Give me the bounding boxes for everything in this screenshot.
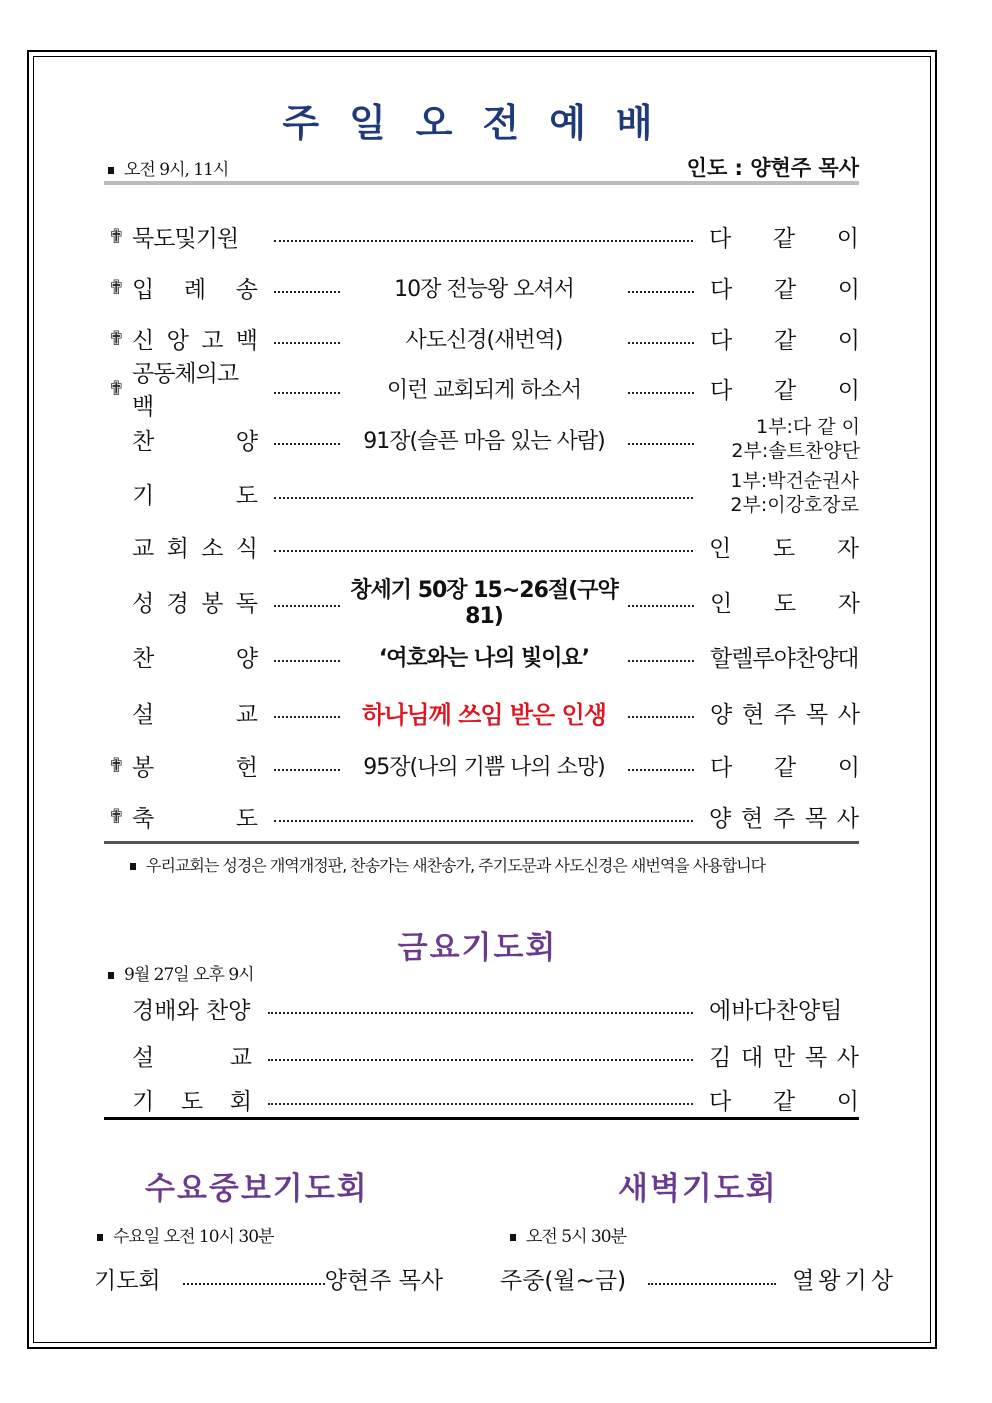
service-times-text: 오전 9시, 11시 xyxy=(124,160,229,180)
friday-person: 에바다찬양팀 xyxy=(709,997,843,1024)
wednesday-title: 수요중보기도회 xyxy=(145,1171,369,1207)
glyph: 사 xyxy=(836,805,859,832)
glyph: 같 xyxy=(772,1088,796,1115)
glyph: 다 xyxy=(710,327,733,354)
friday-datetime-text: 9월 27일 오후 9시 xyxy=(124,965,254,985)
order-label xyxy=(132,800,258,833)
glyph: 독 xyxy=(235,590,258,617)
glyph: 봉 xyxy=(201,590,224,617)
glyph: 다 xyxy=(710,754,733,781)
glyph: 교 xyxy=(132,535,155,562)
order-person xyxy=(709,530,859,563)
glyph: 회 xyxy=(166,535,189,562)
order-detail: 하나님께 쓰임 받은 인생 xyxy=(362,700,606,729)
glyph: 다 xyxy=(710,377,733,404)
dot-leader xyxy=(268,1103,693,1105)
order-person xyxy=(710,372,860,405)
order-person: 할렐루야찬양대 xyxy=(710,645,859,672)
glyph: 헌 xyxy=(235,754,258,781)
glyph: 백 xyxy=(235,327,258,354)
order-row xyxy=(108,694,859,730)
friday-label xyxy=(132,1039,252,1072)
glyph: 신 xyxy=(132,327,155,354)
glyph: 현 xyxy=(740,805,764,832)
cross-icon: ✟ xyxy=(108,275,125,299)
cross-icon: ✟ xyxy=(108,804,125,828)
glyph: 자 xyxy=(836,535,859,562)
wednesday-leader: 양현주 목사 xyxy=(324,1268,444,1294)
glyph: 이 xyxy=(837,276,860,303)
glyph: 기 xyxy=(132,1088,155,1115)
glyph: 도 xyxy=(773,590,797,617)
dot-leader xyxy=(648,1283,776,1285)
dot-leader xyxy=(628,392,694,394)
dot-leader xyxy=(628,605,694,607)
friday-row xyxy=(132,1081,859,1117)
glyph: 양 xyxy=(710,701,733,728)
bullet-icon xyxy=(97,1234,103,1241)
dot-leader xyxy=(274,660,340,662)
cross-icon: ✟ xyxy=(108,376,125,400)
dot-leader xyxy=(628,660,694,662)
dot-leader xyxy=(274,443,340,445)
dot-leader xyxy=(268,1059,693,1061)
dot-leader xyxy=(628,342,694,344)
dot-leader xyxy=(274,342,340,344)
order-person-line: 2부:이강호장로 xyxy=(730,494,859,516)
dawn-time xyxy=(510,1222,626,1247)
dot-leader xyxy=(274,497,693,499)
wednesday-time xyxy=(97,1222,273,1247)
order-label xyxy=(132,530,258,563)
glyph: 이 xyxy=(837,377,860,404)
glyph: 례 xyxy=(183,276,207,303)
bullet-icon xyxy=(510,1234,516,1241)
dot-leader xyxy=(268,1012,693,1014)
dot-leader xyxy=(274,240,693,242)
glyph: 회 xyxy=(229,1088,252,1115)
order-row xyxy=(108,578,860,629)
glyph: 다 xyxy=(709,1088,732,1115)
dot-leader xyxy=(628,769,694,771)
glyph: 성 xyxy=(132,590,155,617)
order-person-line: 1부:박건순권사 xyxy=(730,470,859,492)
order-row xyxy=(108,798,859,834)
order-label xyxy=(132,585,258,618)
glyph: 같 xyxy=(772,225,796,252)
glyph: 같 xyxy=(773,276,797,303)
dot-leader xyxy=(628,443,694,445)
order-detail: 이런 교회되게 하소서 xyxy=(386,377,582,403)
wednesday-row xyxy=(94,1262,443,1295)
order-detail: 91장(슬픈 마음 있는 사람) xyxy=(363,428,605,454)
glyph: 설 xyxy=(132,701,155,728)
order-detail: 창세기 50장 15~26절(구약 81) xyxy=(350,578,618,629)
dot-leader xyxy=(274,820,693,822)
dot-leader xyxy=(274,716,340,718)
glyph: 사 xyxy=(837,701,860,728)
glyph: 양 xyxy=(235,645,258,672)
order-person-line: 1부:다 같 이 xyxy=(756,416,860,438)
order-row xyxy=(108,361,860,420)
glyph: 다 xyxy=(709,225,732,252)
order-row xyxy=(108,269,859,305)
order-label xyxy=(132,696,258,729)
glyph: 입 xyxy=(132,276,155,303)
glyph: 인 xyxy=(709,535,732,562)
glyph: 인 xyxy=(710,590,733,617)
cross-icon: ✟ xyxy=(108,753,125,777)
order-row xyxy=(108,528,859,564)
glyph: 현 xyxy=(741,701,765,728)
dawn-book: 열왕기상 xyxy=(792,1268,897,1294)
glyph: 양 xyxy=(235,428,258,455)
glyph: 도 xyxy=(772,535,796,562)
glyph: 목 xyxy=(804,1044,828,1071)
dot-leader xyxy=(274,550,693,552)
wednesday-label: 기도회 xyxy=(94,1268,161,1294)
glyph: 설 xyxy=(132,1044,155,1071)
glyph: 목 xyxy=(804,805,828,832)
friday-person xyxy=(709,1039,859,1072)
friday-title: 금요기도회 xyxy=(397,930,558,966)
glyph: 같 xyxy=(773,377,797,404)
dot-leader xyxy=(628,716,694,718)
glyph: 앙 xyxy=(166,327,189,354)
order-person-line: 2부:솔트찬양단 xyxy=(731,440,860,462)
bullet-icon xyxy=(108,972,114,979)
glyph: 도 xyxy=(235,482,258,509)
order-label xyxy=(132,423,258,456)
glyph: 봉 xyxy=(132,754,155,781)
glyph: 주 xyxy=(772,805,796,832)
glyph: 주 xyxy=(773,701,797,728)
glyph: 같 xyxy=(773,327,797,354)
glyph: 김 xyxy=(709,1044,732,1071)
friday-row xyxy=(132,1037,859,1073)
glyph: 송 xyxy=(235,276,258,303)
order-person xyxy=(710,749,860,782)
order-label xyxy=(132,477,258,510)
glyph: 찬 xyxy=(132,428,155,455)
friday-datetime xyxy=(108,960,254,985)
dot-leader xyxy=(183,1283,325,1285)
friday-divider xyxy=(104,1117,859,1120)
glyph: 목 xyxy=(805,701,829,728)
friday-person xyxy=(709,1083,859,1116)
glyph: 만 xyxy=(772,1044,796,1071)
dot-leader xyxy=(274,291,340,293)
order-person xyxy=(710,271,860,304)
order-person xyxy=(709,800,859,833)
cross-icon: ✟ xyxy=(108,224,125,248)
order-divider xyxy=(104,841,859,844)
friday-label xyxy=(132,1083,252,1116)
dot-leader xyxy=(274,605,340,607)
glyph: 교 xyxy=(235,701,258,728)
bullet-icon xyxy=(130,863,136,870)
glyph: 사 xyxy=(836,1044,859,1071)
dot-leader xyxy=(628,291,694,293)
service-leader: 인도 : 양현주 목사 xyxy=(686,156,859,180)
glyph: 찬 xyxy=(132,645,155,672)
main-title: 주일오전예배 xyxy=(282,101,683,145)
order-row xyxy=(108,470,859,516)
usage-note-text: 우리교회는 성경은 개역개정판, 찬송가는 새찬송가, 주기도문과 사도신경은 새번역을 사용합니다 xyxy=(146,856,766,875)
order-person xyxy=(710,696,860,729)
glyph: 도 xyxy=(180,1088,204,1115)
order-label: 묵도및기원 xyxy=(132,225,239,252)
glyph: 이 xyxy=(836,1088,859,1115)
order-label xyxy=(132,749,258,782)
order-detail: ‘여호와는 나의 빛이요’ xyxy=(378,645,590,671)
dot-leader xyxy=(274,392,340,394)
service-times xyxy=(108,155,228,180)
glyph: 다 xyxy=(710,276,733,303)
wednesday-time-text: 수요일 오전 10시 30분 xyxy=(113,1227,274,1247)
cross-icon: ✟ xyxy=(108,326,125,350)
glyph: 이 xyxy=(837,754,860,781)
glyph: 교 xyxy=(229,1044,252,1071)
glyph: 식 xyxy=(235,535,258,562)
header-divider xyxy=(104,181,859,185)
glyph: 도 xyxy=(235,805,258,832)
glyph: 이 xyxy=(836,225,859,252)
order-detail: 10장 전능왕 오셔서 xyxy=(394,276,574,302)
glyph: 기 xyxy=(132,482,155,509)
order-detail: 사도신경(새번역) xyxy=(405,327,563,353)
order-person xyxy=(709,220,859,253)
glyph: 이 xyxy=(837,327,860,354)
dawn-title: 새벽기도회 xyxy=(618,1171,778,1207)
dawn-label: 주중(월~금) xyxy=(500,1268,627,1294)
bullet-icon xyxy=(108,167,114,174)
glyph: 양 xyxy=(709,805,732,832)
friday-label: 경배와 찬양 xyxy=(132,997,251,1024)
order-row xyxy=(108,218,859,254)
order-person xyxy=(710,585,860,618)
order-label xyxy=(132,640,258,673)
order-row xyxy=(108,416,860,462)
dawn-row xyxy=(500,1262,897,1295)
glyph: 자 xyxy=(837,590,860,617)
order-label: 공동체의고백 xyxy=(132,361,239,420)
dawn-time-text: 오전 5시 30분 xyxy=(526,1227,626,1247)
glyph: 축 xyxy=(132,805,155,832)
glyph: 소 xyxy=(201,535,224,562)
order-row xyxy=(108,638,859,674)
order-person xyxy=(710,322,860,355)
glyph: 고 xyxy=(201,327,224,354)
order-detail: 95장(나의 기쁨 나의 소망) xyxy=(363,754,605,780)
usage-note xyxy=(130,853,765,876)
glyph: 같 xyxy=(773,754,797,781)
order-row xyxy=(108,320,859,356)
order-row xyxy=(108,747,859,783)
friday-row xyxy=(132,990,859,1026)
glyph: 경 xyxy=(166,590,189,617)
dot-leader xyxy=(274,769,340,771)
order-label xyxy=(132,271,258,304)
order-label xyxy=(132,322,258,355)
glyph: 대 xyxy=(740,1044,764,1071)
